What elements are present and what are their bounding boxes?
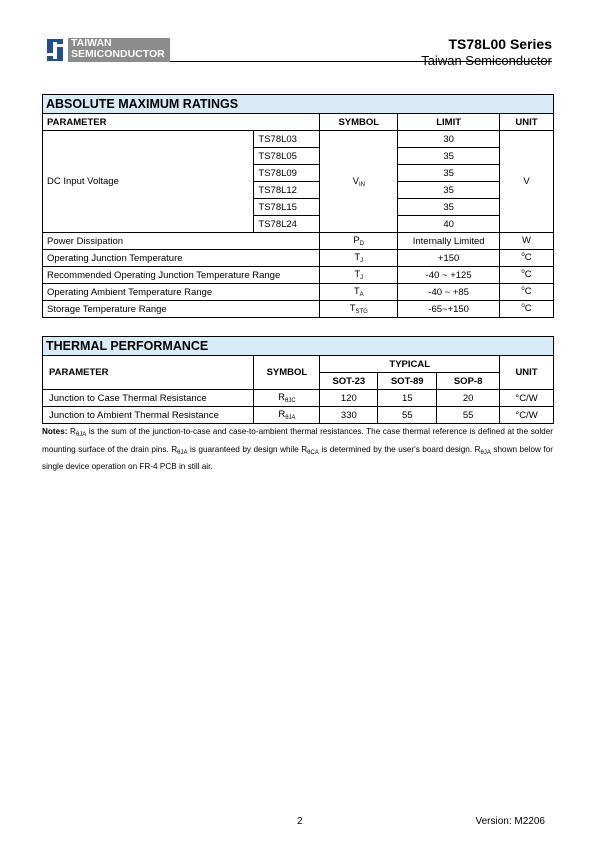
- model-cell: TS78L05: [254, 148, 320, 165]
- value-cell: 55: [437, 407, 500, 424]
- table-row: [43, 233, 554, 250]
- param-cell: Operating Ambient Temperature Range: [43, 284, 320, 301]
- symbol-cell: $V_{IN}$: [320, 131, 398, 233]
- thermal-performance-table: [42, 336, 554, 424]
- col-header-parameter: PARAMETER: [43, 114, 320, 131]
- notes-paragraph: Notes: $R_{\theta JA}$ is the sum of the junction-to-case and case-to-ambient thermal resistances. The case thermal reference is defined at the solder mounting surface of the drain pins. $R_{\theta JA}$ is guaranteed by design while $R_{\theta CA}$ is determined by the user's board design. $R_{\theta JA}$ shown below for single device operation on FR-4 PCB in still air.: [42, 427, 553, 471]
- unit-cell: °C/W: [500, 407, 554, 424]
- page-number: 2: [297, 816, 303, 827]
- symbol-cell: $T_A$: [320, 284, 398, 301]
- table-title: THERMAL PERFORMANCE: [43, 337, 554, 356]
- unit-cell: W: [500, 233, 554, 250]
- model-cell: TS78L09: [254, 165, 320, 182]
- param-cell: DC Input Voltage: [43, 131, 254, 233]
- unit-cell: $^o$C: [500, 267, 554, 284]
- symbol-cell: $T_J$: [320, 250, 398, 267]
- col-header-limit: LIMIT: [398, 114, 500, 131]
- value-cell: 330: [320, 407, 378, 424]
- param-cell: Junction to Case Thermal Resistance: [43, 390, 254, 407]
- value-cell: 55: [378, 407, 437, 424]
- value-cell: 120: [320, 390, 378, 407]
- limit-cell: 35: [398, 148, 500, 165]
- param-cell: Junction to Ambient Thermal Resistance: [43, 407, 254, 424]
- table-row: [43, 250, 554, 267]
- col-header-sot23: SOT-23: [320, 373, 378, 390]
- param-cell: Operating Junction Temperature: [43, 250, 320, 267]
- col-header-sot89: SOT-89: [378, 373, 437, 390]
- unit-cell: °C/W: [500, 390, 554, 407]
- table-row: [43, 390, 554, 407]
- limit-cell: 30: [398, 131, 500, 148]
- company-logo: [44, 37, 170, 63]
- table-row: [43, 284, 554, 301]
- symbol-cell: $T_J$: [320, 267, 398, 284]
- symbol-cell: $P_D$: [320, 233, 398, 250]
- unit-cell: $^o$C: [500, 250, 554, 267]
- model-cell: TS78L12: [254, 182, 320, 199]
- version-label: Version: M2206: [475, 816, 545, 827]
- limit-cell: 35: [398, 182, 500, 199]
- col-header-parameter: PARAMETER: [43, 356, 254, 390]
- symbol-cell: $R_{\theta JA}$: [254, 407, 320, 424]
- limit-cell: 35: [398, 199, 500, 216]
- limit-cell: +150: [398, 250, 500, 267]
- col-header-typical: TYPICAL: [320, 356, 500, 373]
- col-header-symbol: SYMBOL: [254, 356, 320, 390]
- param-cell: Recommended Operating Junction Temperature Range: [43, 267, 320, 284]
- col-header-symbol: SYMBOL: [320, 114, 398, 131]
- table-row: [43, 407, 554, 424]
- limit-cell: -40 ~ +125: [398, 267, 500, 284]
- unit-cell: V: [500, 131, 554, 233]
- logo-emblem-icon: [44, 37, 66, 63]
- table-row: [43, 267, 554, 284]
- model-cell: TS78L15: [254, 199, 320, 216]
- symbol-cell: $R_{\theta JC}$: [254, 390, 320, 407]
- col-header-unit: UNIT: [500, 356, 554, 390]
- limit-cell: 40: [398, 216, 500, 233]
- table-title: ABSOLUTE MAXIMUM RATINGS: [43, 95, 554, 114]
- unit-cell: $^o$C: [500, 284, 554, 301]
- document-subtitle: Taiwan Semiconductor: [421, 53, 552, 68]
- param-cell: Power Dissipation: [43, 233, 320, 250]
- logo-text: TAIWAN SEMICONDUCTOR: [68, 38, 170, 62]
- value-cell: 20: [437, 390, 500, 407]
- document-title: TS78L00 Series: [448, 36, 552, 52]
- table-row: [43, 301, 554, 318]
- limit-cell: -65~+150: [398, 301, 500, 318]
- param-cell: Storage Temperature Range: [43, 301, 320, 318]
- symbol-cell: $T_{STG}$: [320, 301, 398, 318]
- limit-cell: -40 ~ +85: [398, 284, 500, 301]
- limit-cell: Internally Limited: [398, 233, 500, 250]
- col-header-sop8: SOP-8: [437, 373, 500, 390]
- table-row: [43, 131, 554, 148]
- limit-cell: 35: [398, 165, 500, 182]
- col-header-unit: UNIT: [500, 114, 554, 131]
- value-cell: 15: [378, 390, 437, 407]
- model-cell: TS78L24: [254, 216, 320, 233]
- unit-cell: $^o$C: [500, 301, 554, 318]
- model-cell: TS78L03: [254, 131, 320, 148]
- absolute-maximum-ratings-table: [42, 94, 554, 318]
- header-rule: [170, 61, 552, 62]
